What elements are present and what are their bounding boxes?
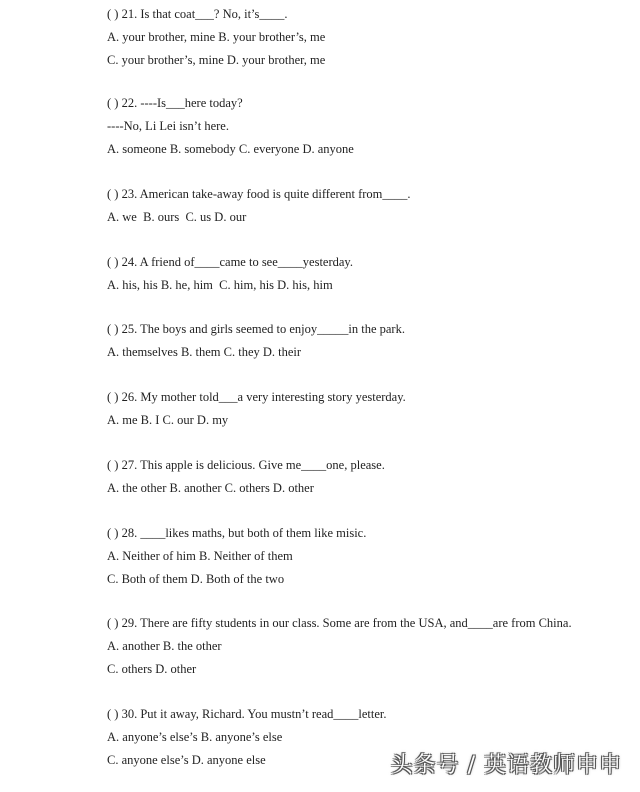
- answer-options: C. Both of them D. Both of the two: [107, 572, 285, 586]
- question-stem: ( ) 21. Is that coat___? No, it’s____.: [107, 7, 288, 21]
- question-23: [107, 183, 627, 229]
- question-24: [107, 251, 627, 297]
- answer-options: A. another B. the other: [107, 639, 222, 653]
- question-21: [107, 3, 627, 72]
- question-stem: ( ) 23. American take-away food is quite different from____.: [107, 187, 411, 201]
- question-stem: ( ) 22. ----Is___here today?: [107, 96, 243, 110]
- question-stem: ( ) 25. The boys and girls seemed to enjoy_____in the park.: [107, 322, 405, 336]
- question-29: [107, 612, 627, 681]
- question-stem: ( ) 26. My mother told___a very interesting story yesterday.: [107, 390, 406, 404]
- question-26: [107, 386, 627, 432]
- answer-options: A. the other B. another C. others D. other: [107, 481, 314, 495]
- question-28: [107, 522, 627, 591]
- answer-options: C. anyone else’s D. anyone else: [107, 753, 266, 767]
- answer-options: A. me B. I C. our D. my: [107, 413, 229, 427]
- answer-options: A. themselves B. them C. they D. their: [107, 345, 302, 359]
- question-stem: ( ) 28. ____likes maths, but both of them like misic.: [107, 526, 367, 540]
- answer-options: A. we B. ours C. us D. our: [107, 210, 247, 224]
- question-stem: ( ) 24. A friend of____came to see____yesterday.: [107, 255, 353, 269]
- answer-options: C. your brother’s, mine D. your brother, me: [107, 53, 326, 67]
- question-stem: ( ) 30. Put it away, Richard. You mustn’t read____letter.: [107, 707, 387, 721]
- dialogue-reply: ----No, Li Lei isn’t here.: [107, 119, 229, 133]
- answer-options: A. someone B. somebody C. everyone D. anyone: [107, 142, 354, 156]
- source-watermark: 头条号 / 英语教师申申: [390, 753, 622, 778]
- question-22: [107, 92, 627, 161]
- question-stem: ( ) 27. This apple is delicious. Give me____one, please.: [107, 458, 385, 472]
- answer-options: A. your brother, mine B. your brother’s, me: [107, 30, 326, 44]
- answer-options: A. anyone’s else’s B. anyone’s else: [107, 730, 283, 744]
- question-stem: ( ) 29. There are fifty students in our class. Some are from the USA, and____are from China.: [107, 616, 572, 630]
- question-27: [107, 454, 627, 500]
- answer-options: A. his, his B. he, him C. him, his D. his, him: [107, 278, 333, 292]
- question-25: [107, 318, 627, 364]
- answer-options: C. others D. other: [107, 662, 197, 676]
- answer-options: A. Neither of him B. Neither of them: [107, 549, 293, 563]
